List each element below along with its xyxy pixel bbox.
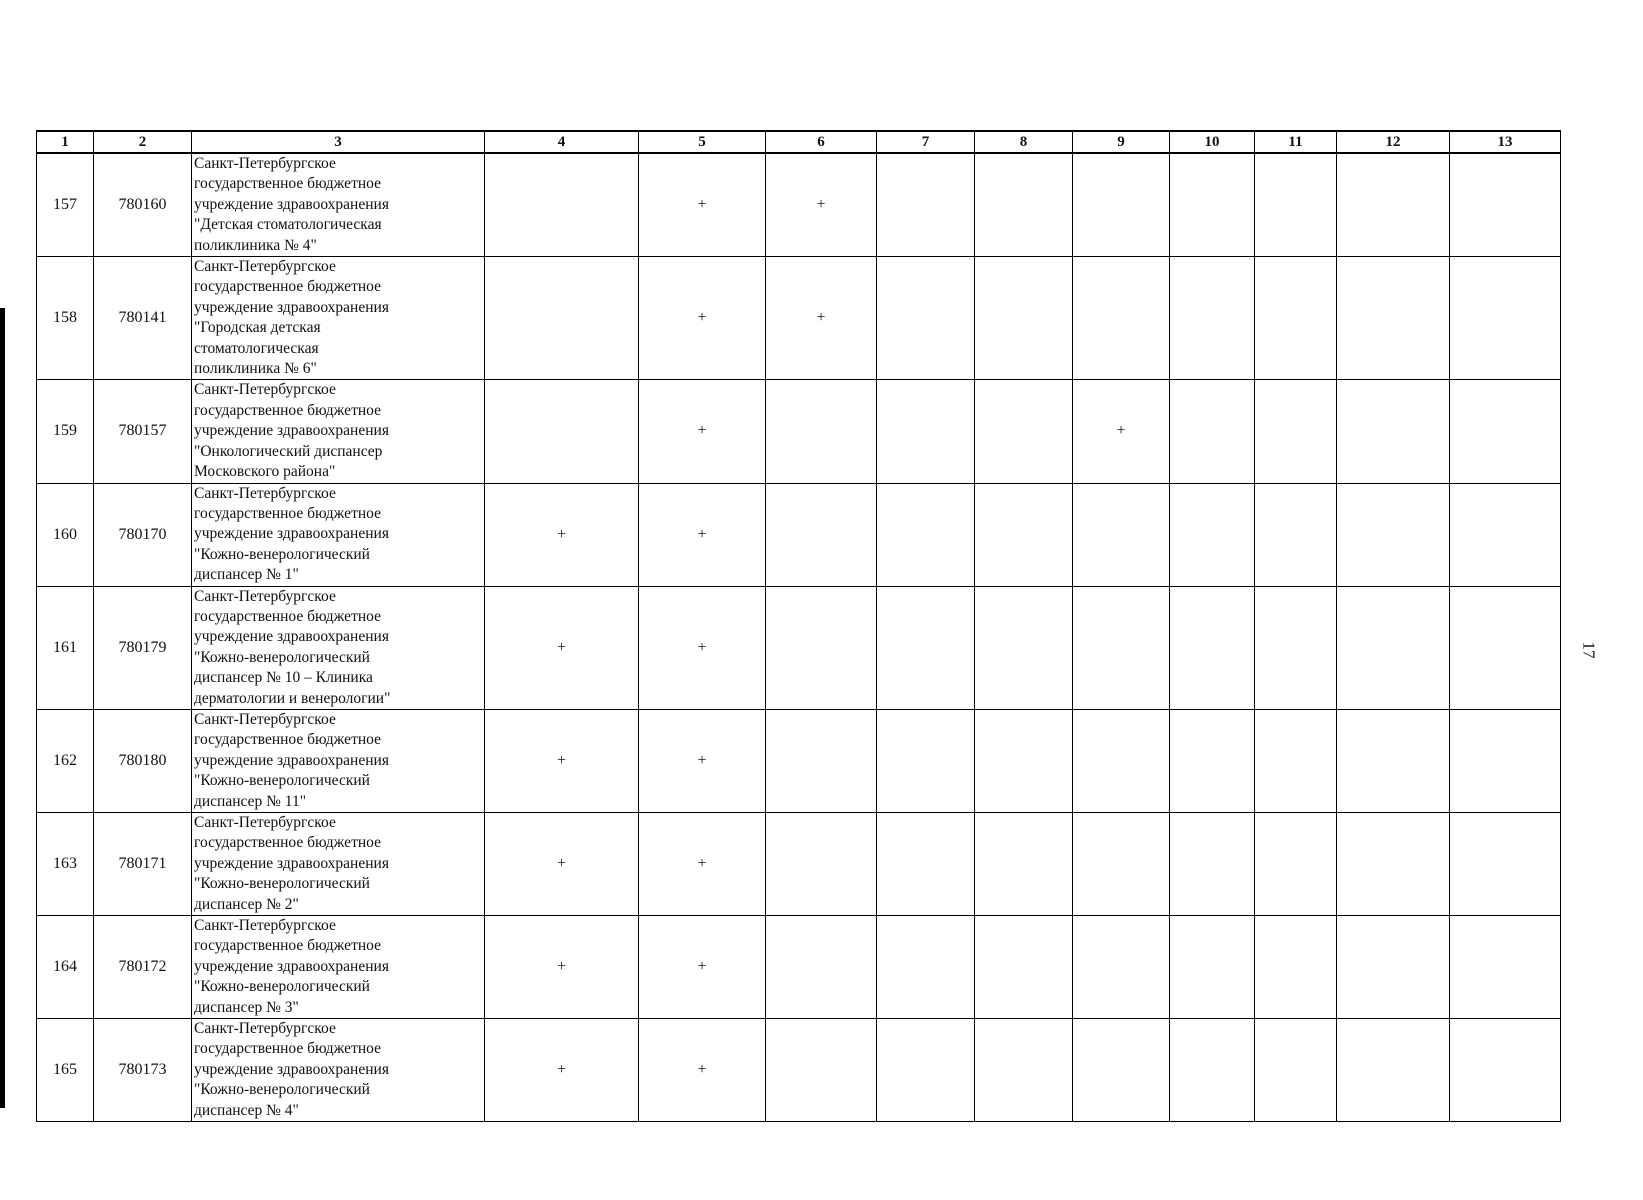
mark-cell	[877, 380, 975, 483]
registry-code: 780180	[94, 709, 192, 812]
mark-cell	[877, 813, 975, 916]
mark-cell	[1170, 257, 1255, 380]
mark-cell	[1450, 1019, 1561, 1122]
mark-cell	[485, 257, 639, 380]
table-row	[37, 483, 1561, 586]
mark-cell	[1450, 813, 1561, 916]
table-row	[37, 916, 1561, 1019]
scan-edge-shadow	[0, 308, 5, 1108]
mark-cell	[766, 709, 877, 812]
registry-code: 780179	[94, 586, 192, 709]
mark-cell: +	[639, 813, 766, 916]
mark-cell	[1450, 257, 1561, 380]
mark-cell: +	[639, 380, 766, 483]
mark-cell	[766, 813, 877, 916]
mark-cell	[877, 586, 975, 709]
organization-name: Санкт-Петербургское государственное бюджетное учреждение здравоохранения "Кожно-венерологический диспансер № 11"	[192, 709, 485, 812]
col-header: 6	[766, 131, 877, 153]
organization-name: Санкт-Петербургское государственное бюджетное учреждение здравоохранения "Кожно-венерологический диспансер № 3"	[192, 916, 485, 1019]
mark-cell	[1170, 813, 1255, 916]
row-number: 165	[37, 1019, 94, 1122]
mark-cell	[1450, 153, 1561, 257]
mark-cell: +	[639, 257, 766, 380]
mark-cell	[877, 153, 975, 257]
mark-cell	[1073, 483, 1170, 586]
mark-cell	[1337, 483, 1450, 586]
organization-name: Санкт-Петербургское государственное бюджетное учреждение здравоохранения "Онкологический диспансер Московского района"	[192, 380, 485, 483]
mark-cell	[975, 916, 1073, 1019]
mark-cell: +	[639, 586, 766, 709]
mark-cell	[1450, 709, 1561, 812]
mark-cell	[1450, 586, 1561, 709]
col-header: 8	[975, 131, 1073, 153]
mark-cell	[485, 153, 639, 257]
mark-cell	[1337, 813, 1450, 916]
col-header: 3	[192, 131, 485, 153]
organization-name: Санкт-Петербургское государственное бюджетное учреждение здравоохранения "Кожно-венерологический диспансер № 10 – Клиника дерматологии и венерологии"	[192, 586, 485, 709]
col-header: 7	[877, 131, 975, 153]
mark-cell	[1255, 257, 1337, 380]
mark-cell	[1255, 916, 1337, 1019]
mark-cell	[1170, 380, 1255, 483]
col-header: 11	[1255, 131, 1337, 153]
page-number: 17	[1579, 641, 1599, 659]
mark-cell	[975, 1019, 1073, 1122]
mark-cell	[1337, 1019, 1450, 1122]
organization-name: Санкт-Петербургское государственное бюджетное учреждение здравоохранения "Кожно-венерологический диспансер № 1"	[192, 483, 485, 586]
table-row	[37, 257, 1561, 380]
mark-cell	[1337, 257, 1450, 380]
col-header: 10	[1170, 131, 1255, 153]
mark-cell	[877, 916, 975, 1019]
mark-cell	[877, 709, 975, 812]
row-number: 160	[37, 483, 94, 586]
registry-code: 780173	[94, 1019, 192, 1122]
mark-cell	[975, 153, 1073, 257]
registry-code: 780170	[94, 483, 192, 586]
mark-cell	[1170, 483, 1255, 586]
organization-name: Санкт-Петербургское государственное бюджетное учреждение здравоохранения "Детская стоматологическая поликлиника № 4"	[192, 153, 485, 257]
mark-cell	[1073, 153, 1170, 257]
col-header: 4	[485, 131, 639, 153]
mark-cell	[1170, 1019, 1255, 1122]
col-header: 2	[94, 131, 192, 153]
mark-cell: +	[485, 813, 639, 916]
row-number: 159	[37, 380, 94, 483]
mark-cell: +	[639, 1019, 766, 1122]
mark-cell	[1170, 709, 1255, 812]
col-header: 12	[1337, 131, 1450, 153]
mark-cell	[975, 380, 1073, 483]
mark-cell: +	[639, 153, 766, 257]
registry-code: 780160	[94, 153, 192, 257]
registry-code: 780157	[94, 380, 192, 483]
mark-cell: +	[1073, 380, 1170, 483]
row-number: 163	[37, 813, 94, 916]
organizations-table	[36, 130, 1561, 1122]
mark-cell	[1170, 586, 1255, 709]
mark-cell: +	[485, 483, 639, 586]
table-row	[37, 709, 1561, 812]
mark-cell	[1073, 1019, 1170, 1122]
mark-cell	[877, 483, 975, 586]
registry-code: 780141	[94, 257, 192, 380]
mark-cell: +	[766, 257, 877, 380]
mark-cell	[766, 916, 877, 1019]
mark-cell: +	[639, 483, 766, 586]
mark-cell	[1073, 916, 1170, 1019]
mark-cell	[1450, 380, 1561, 483]
mark-cell	[975, 586, 1073, 709]
mark-cell	[1450, 916, 1561, 1019]
table-row	[37, 586, 1561, 709]
mark-cell	[1073, 257, 1170, 380]
mark-cell	[1255, 380, 1337, 483]
row-number: 161	[37, 586, 94, 709]
mark-cell: +	[485, 586, 639, 709]
table-row	[37, 380, 1561, 483]
table-row	[37, 1019, 1561, 1122]
mark-cell	[975, 813, 1073, 916]
mark-cell	[1170, 153, 1255, 257]
mark-cell	[1450, 483, 1561, 586]
mark-cell	[877, 257, 975, 380]
mark-cell	[1073, 709, 1170, 812]
mark-cell	[1337, 380, 1450, 483]
mark-cell	[1337, 916, 1450, 1019]
mark-cell	[877, 1019, 975, 1122]
table-row	[37, 153, 1561, 257]
mark-cell	[1255, 813, 1337, 916]
mark-cell	[1255, 709, 1337, 812]
row-number: 158	[37, 257, 94, 380]
row-number: 157	[37, 153, 94, 257]
registry-code: 780172	[94, 916, 192, 1019]
col-header: 9	[1073, 131, 1170, 153]
mark-cell	[1073, 813, 1170, 916]
mark-cell	[1255, 483, 1337, 586]
row-number: 162	[37, 709, 94, 812]
mark-cell	[1255, 1019, 1337, 1122]
mark-cell: +	[639, 916, 766, 1019]
organization-name: Санкт-Петербургское государственное бюджетное учреждение здравоохранения "Кожно-венерологический диспансер № 2"	[192, 813, 485, 916]
mark-cell: +	[485, 709, 639, 812]
registry-code: 780171	[94, 813, 192, 916]
mark-cell	[766, 483, 877, 586]
table-body	[37, 153, 1561, 1122]
mark-cell	[1073, 586, 1170, 709]
mark-cell	[1337, 153, 1450, 257]
col-header: 13	[1450, 131, 1561, 153]
mark-cell	[975, 483, 1073, 586]
col-header: 5	[639, 131, 766, 153]
mark-cell	[1337, 586, 1450, 709]
mark-cell	[766, 380, 877, 483]
mark-cell	[1255, 153, 1337, 257]
header-row	[37, 131, 1561, 153]
mark-cell	[1170, 916, 1255, 1019]
mark-cell: +	[485, 916, 639, 1019]
mark-cell	[975, 709, 1073, 812]
organization-name: Санкт-Петербургское государственное бюджетное учреждение здравоохранения "Кожно-венерологический диспансер № 4"	[192, 1019, 485, 1122]
organization-name: Санкт-Петербургское государственное бюджетное учреждение здравоохранения "Городская детская стоматологическая поликлиника № 6"	[192, 257, 485, 380]
mark-cell	[766, 586, 877, 709]
table-row	[37, 813, 1561, 916]
mark-cell	[1255, 586, 1337, 709]
mark-cell	[766, 1019, 877, 1122]
mark-cell	[485, 380, 639, 483]
mark-cell	[1337, 709, 1450, 812]
mark-cell	[975, 257, 1073, 380]
mark-cell: +	[485, 1019, 639, 1122]
row-number: 164	[37, 916, 94, 1019]
col-header: 1	[37, 131, 94, 153]
mark-cell: +	[766, 153, 877, 257]
mark-cell: +	[639, 709, 766, 812]
